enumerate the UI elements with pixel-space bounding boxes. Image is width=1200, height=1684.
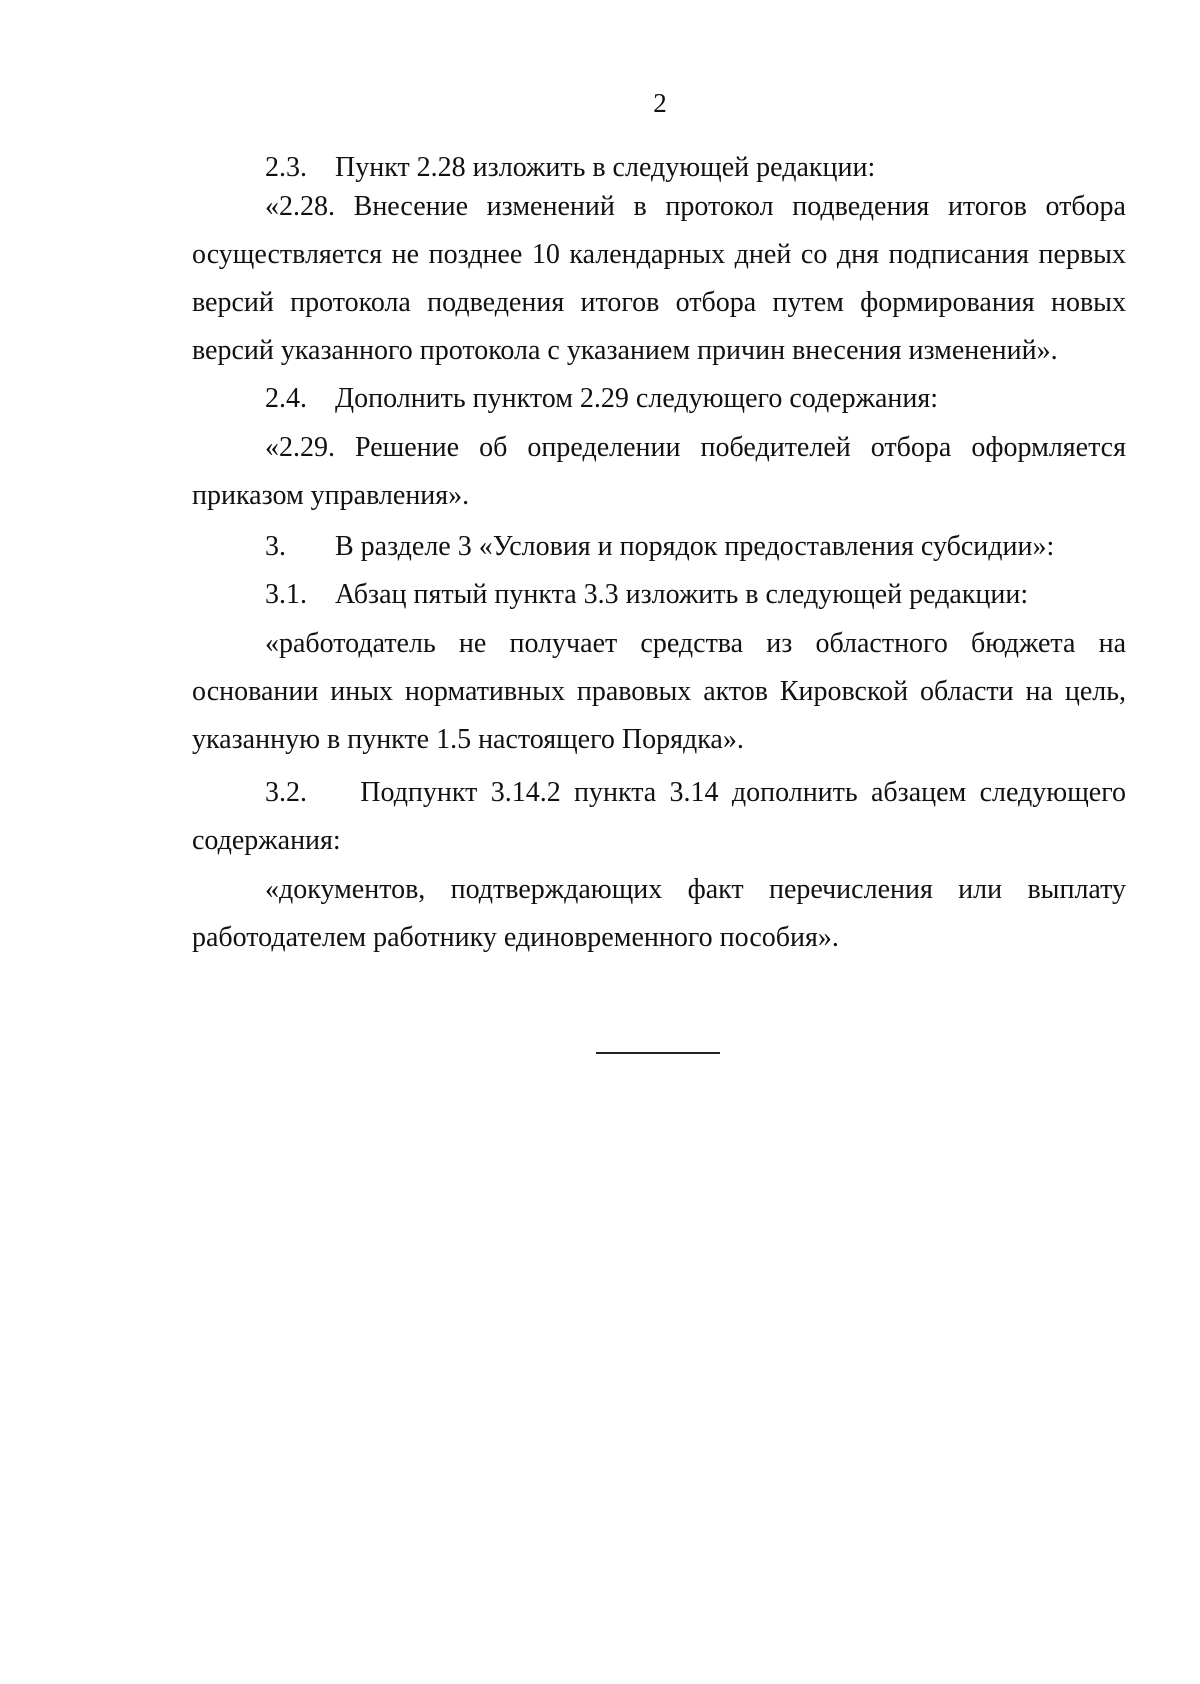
section-3 xyxy=(265,523,1054,571)
section-number: 3. xyxy=(265,531,286,562)
quoted-paragraph-3-14-2: «документов, подтверждающих факт перечисления или выплату работодателем работнику единовременного пособия». xyxy=(192,874,1126,953)
page-number: 2 xyxy=(653,88,667,118)
section-text: Абзац пятый пункта 3.3 изложить в следующей редакции: xyxy=(335,579,1029,610)
quoted-paragraph-2-29: «2.29. Решение об определении победителей отбора оформляется приказом управления». xyxy=(192,432,1126,511)
section-2-4 xyxy=(265,375,938,423)
quoted-paragraph-2-28: «2.28. Внесение изменений в протокол подведения итогов отбора осуществляется не позднее 10 календарных дней со дня подписания первых версий протокола подведения итогов отбора путем формирования новых версий указанного протокола с указанием причин внесения изменений». xyxy=(192,191,1126,366)
section-3-1 xyxy=(265,571,1028,619)
section-number: 2.3. xyxy=(265,152,307,183)
end-rule xyxy=(596,1052,720,1054)
section-text: Пункт 2.28 изложить в следующей редакции: xyxy=(335,152,876,183)
section-number: 2.4. xyxy=(265,383,307,414)
section-3-2: 3.2. Подпункт 3.14.2 пункта 3.14 дополнить абзацем следующего содержания: xyxy=(192,777,1133,856)
section-text: Дополнить пунктом 2.29 следующего содержания: xyxy=(335,383,939,414)
section-number: 3.1. xyxy=(265,579,307,610)
quoted-paragraph-3-3: «работодатель не получает средства из областного бюджета на основании иных нормативных правовых актов Кировской области на цель, указанную в пункте 1.5 настоящего Порядка». xyxy=(192,628,1126,755)
section-text: В разделе 3 «Условия и порядок предоставления субсидии»: xyxy=(335,531,1055,562)
